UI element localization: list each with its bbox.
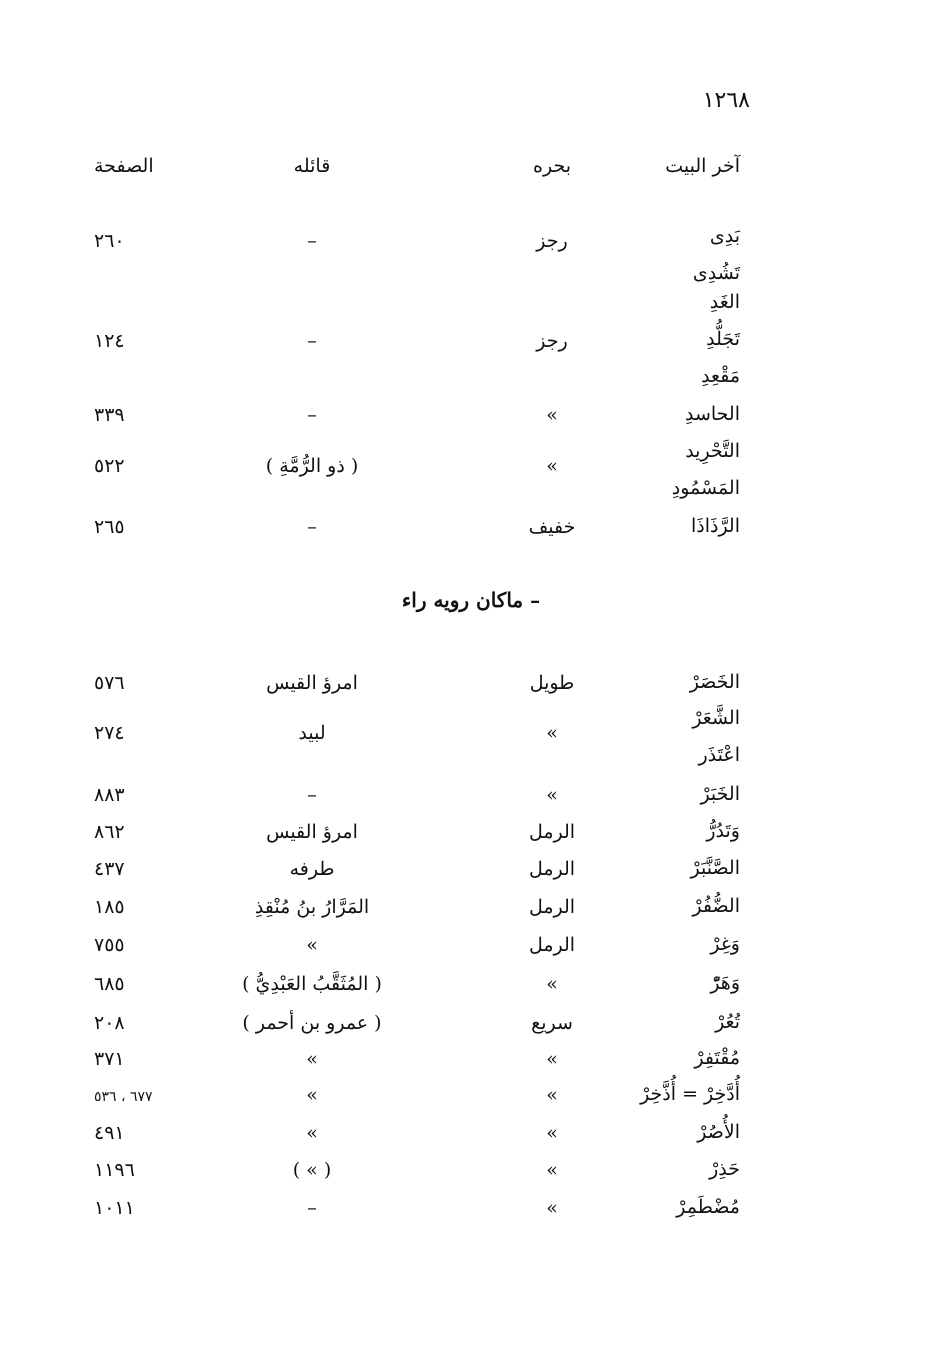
meter: »	[546, 1159, 558, 1181]
meter: »	[546, 784, 558, 806]
verse-end: مُضْطَمِرْ	[676, 1196, 740, 1218]
header-verse-end: آخر البيت	[665, 155, 740, 177]
poet: »	[306, 1084, 318, 1106]
page-ref: ٢٠٨	[94, 1012, 125, 1034]
meter: سريع	[531, 1012, 573, 1034]
page-ref: ١١٩٦	[94, 1159, 135, 1181]
poet: –	[307, 516, 317, 538]
verse-end: الشَّعَرْ	[692, 707, 740, 729]
page-number: ١٢٦٨	[702, 88, 750, 113]
poet: –	[307, 230, 317, 252]
page-ref: ٣٧١	[94, 1048, 125, 1070]
verse-end: حَذِرْ	[709, 1158, 740, 1180]
verse-end: المَسْمُودِ	[671, 477, 740, 499]
poet: –	[307, 330, 317, 352]
page-ref: ٨٨٣	[94, 784, 125, 806]
page-ref: ٣٣٩	[94, 404, 125, 426]
meter: الرمل	[528, 896, 576, 918]
page-ref: ١٢٤	[94, 330, 125, 352]
verse-end: وَتَدُرُّ	[706, 820, 740, 842]
page-ref: ١٨٥	[94, 896, 125, 918]
poet: لبيد	[298, 722, 326, 744]
meter: »	[546, 1122, 558, 1144]
meter: الرمل	[528, 821, 576, 843]
poet: –	[307, 784, 317, 806]
verse-end: تَجَلُّدِ	[706, 328, 740, 350]
header-meter: بحره	[533, 155, 571, 177]
poet: –	[307, 1197, 317, 1219]
verse-end-cell	[600, 508, 740, 545]
verse-end: الغَدِ	[709, 291, 740, 313]
verse-end: الخَصَرْ	[689, 671, 740, 693]
poet: امرؤ القيس	[266, 821, 358, 843]
verse-end-cell	[600, 218, 740, 292]
verse-end: التَّحْرِيد	[685, 440, 740, 462]
meter: »	[546, 1048, 558, 1070]
page-ref: ٨٦٢	[94, 821, 125, 843]
meter: خفيف	[528, 516, 576, 538]
page-ref: ٦٧٧ ، ٥٣٦	[94, 1089, 153, 1105]
page-ref: ٤٣٧	[94, 858, 125, 880]
verse-end: الضُّفُرْ	[692, 895, 740, 917]
poet: المَرَّارُ بنُ مُنْقِذِ	[254, 896, 370, 918]
meter: الرمل	[528, 858, 576, 880]
poet: ( عمرو بن أحمر )	[242, 1012, 382, 1034]
verse-end-cell	[600, 396, 740, 433]
page-ref: ٥٢٢	[94, 455, 125, 477]
page-ref: ٤٩١	[94, 1122, 125, 1144]
verse-end: أُدَّخِرْ = أُذَّخِرْ	[640, 1083, 740, 1105]
verse-end: الخَبَرْ	[700, 783, 740, 805]
poet: »	[306, 1122, 318, 1144]
verse-end: بَدِى	[709, 225, 740, 247]
verse-end: وَهَرّْ	[710, 972, 740, 994]
poet: »	[306, 1048, 318, 1070]
header-page: الصفحة	[94, 155, 154, 177]
meter: الرمل	[528, 934, 576, 956]
meter: »	[546, 973, 558, 995]
verse-end: تَشُدِى	[692, 262, 740, 284]
verse-end: وَغِرْ	[710, 933, 740, 955]
page-ref: ٦٨٥	[94, 973, 125, 995]
verse-end: الصَّنَّبَرْ	[690, 857, 740, 879]
poet: امرؤ القيس	[266, 672, 358, 694]
verse-end: تُعُرْ	[715, 1011, 740, 1033]
verse-end-cell	[600, 284, 740, 395]
page-ref: ٢٦٠	[94, 230, 125, 252]
verse-end: مُقْتَفِرْ	[694, 1047, 740, 1069]
meter: »	[546, 1084, 558, 1106]
meter: »	[546, 1197, 558, 1219]
verse-end: اعْتَذَر	[698, 744, 740, 766]
meter: »	[546, 722, 558, 744]
poet: ( المُثَقَّبُ العَبْدِيُّ )	[242, 973, 382, 995]
meter: »	[546, 455, 558, 477]
page-ref: ٢٧٤	[94, 722, 125, 744]
verse-end: مَقْعِدِ	[701, 365, 740, 387]
verse-end: الحاسدِ	[684, 403, 740, 425]
verse-end-cell	[600, 433, 740, 507]
meter: »	[546, 404, 558, 426]
page-ref: ١٠١١	[94, 1197, 135, 1219]
poet: »	[306, 934, 318, 956]
page-ref: ٢٦٥	[94, 516, 125, 538]
poet: ( » )	[292, 1159, 332, 1181]
poet: طرفه	[289, 858, 335, 880]
header-poet: قائله	[293, 155, 331, 177]
meter: رجز	[536, 330, 568, 352]
poet: –	[307, 404, 317, 426]
verse-end: الرَّذَاذَا	[690, 515, 740, 537]
page-ref: ٥٧٦	[94, 672, 125, 694]
verse-end: الأُصُرْ	[697, 1121, 740, 1143]
meter: طويل	[529, 672, 575, 694]
meter: رجز	[536, 230, 568, 252]
section-title: – ماكان رويه راء	[401, 588, 541, 612]
poet: ( ذو الرُّمَّةِ )	[265, 455, 359, 477]
page-ref: ٧٥٥	[94, 934, 125, 956]
